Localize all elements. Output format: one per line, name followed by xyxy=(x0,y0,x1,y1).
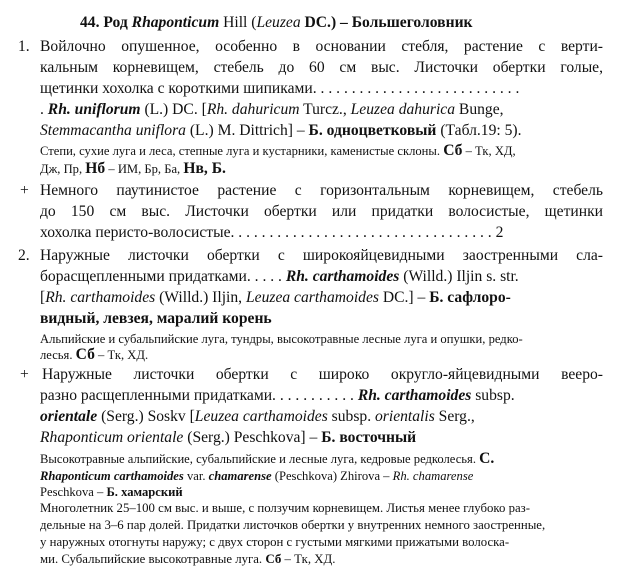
couplet-2-alt-marker: + xyxy=(20,366,29,383)
variety-chamarense-cont: Peschkova – Б. хамарский xyxy=(40,485,183,499)
couplet-1-line-2: кальным корневищем, стебель до 60 см выс. Листочки обертки голые, xyxy=(40,59,603,76)
variety-chamarense: Rhaponticum carthamoides var. chamarense (Peschkova) Zhirova – Rh. chamarense xyxy=(40,469,474,483)
genus-author: Hill ( xyxy=(219,14,257,31)
couplet-1-line-3: щетинки хохолка с короткими шипиками. . . . . . . . . . . . . . . . . . . . . . . . . . . xyxy=(40,80,520,97)
couplet-1-marker: 1. xyxy=(18,38,30,55)
couplet-2-alt-line-4: Rhaponticum orientale (Serg.) Peschkova] – Б. восточный xyxy=(40,429,417,446)
genus-header xyxy=(80,14,623,32)
couplet-2-marker: 2. xyxy=(18,247,30,264)
couplet-1-alt-line-3: хохолка перисто-волосистые. . . . . . . . . . . . . . . . . . . . . . . . . . . . . . . . . . 2 xyxy=(40,224,504,241)
habitat-orientale: Высокотравные альпийские, субальпийские и лесные луга, кедровые редколесья. С. xyxy=(40,450,495,467)
variety-desc-3: у наружных отогнуты наружу; с двух сторон с густыми мягкими прижатыми волоска- xyxy=(40,535,510,549)
couplet-1-alt-line-2: до 150 см выс. Листочки обертки или придатки волосистые, щетинки xyxy=(40,203,603,220)
variety-desc-4: ми. Субальпийские высокотравные луга. Сб – Тк, ХД. xyxy=(40,551,336,566)
couplet-1-alt-line-1: Немного паутинистое растение с горизонтальным корневищем, стебель xyxy=(40,182,603,199)
couplet-2-alt-line-2: разно расщепленными придатками. . . . . . . . . . . Rh. carthamoides subsp. xyxy=(40,387,515,404)
russian-name: Б. одноцветковый xyxy=(308,122,437,139)
couplet-2-line-3: [Rh. carthamoides (Willd.) Iljin, Leuzea carthamoides DC.] – Б. сафлоро- xyxy=(40,289,511,306)
genus-synonym: Leuzea xyxy=(256,14,301,31)
taxon-uniflorum: . Rh. uniflorum (L.) DC. [Rh. dahuricum Turcz., Leuzea dahurica Bunge, xyxy=(40,101,504,118)
variety-desc-2: дельные на 3–6 пар долей. Придатки листочков обертки у внутренних немного заостренные, xyxy=(40,518,546,532)
genus-number: 44. Род xyxy=(80,14,132,31)
taxon-uniflorum-cont: Stemmacantha uniflora (L.) M. Dittrich] – Б. одноцветковый (Табл.19: 5). xyxy=(40,122,522,139)
couplet-2-line-1: Наружные листочки обертки с широкояйцевидными заостренными сла- xyxy=(40,247,603,264)
couplet-1-line-1: Войлочно опушенное, особенно в основании стебля, растение с верти- xyxy=(40,38,603,55)
genus-russian-name: DC.) – Большеголовник xyxy=(300,14,473,31)
couplet-2-line-2: борасщепленными придатками. . . . . Rh. carthamoides (Willd.) Iljin s. str. xyxy=(40,268,519,285)
couplet-1-alt-marker: + xyxy=(20,182,29,199)
distribution-uniflorum: Дж, Пр, Нб – ИМ, Бр, Ба, Нв, Б. xyxy=(40,160,226,177)
habitat-carthamoides: Альпийские и субальпийские луга, тундры, высокотравные лесные луга и опушки, редко- xyxy=(40,332,523,346)
couplet-2-alt-line-3: orientale (Serg.) Soskv [Leuzea carthamoides subsp. orientalis Serg., xyxy=(40,408,475,425)
distribution-carthamoides: лесья. Сб – Тк, ХД. xyxy=(40,346,149,363)
variety-desc-1: Многолетник 25–100 см выс. и выше, с ползучим корневищем. Листья менее глубоко раз- xyxy=(40,501,530,515)
genus-name: Rhaponticum xyxy=(131,14,220,31)
couplet-2-russian-names: видный, левзея, маралий корень xyxy=(40,310,272,327)
taxon-name: Rh. uniflorum xyxy=(47,101,141,118)
habitat-uniflorum: Степи, сухие луга и леса, степные луга и кустарники, каменистые склоны. Сб – Тк, ХД, xyxy=(40,142,516,159)
couplet-2-alt-line-1: Наружные листочки обертки с широко округло-яйцевидными вееро- xyxy=(42,366,603,383)
